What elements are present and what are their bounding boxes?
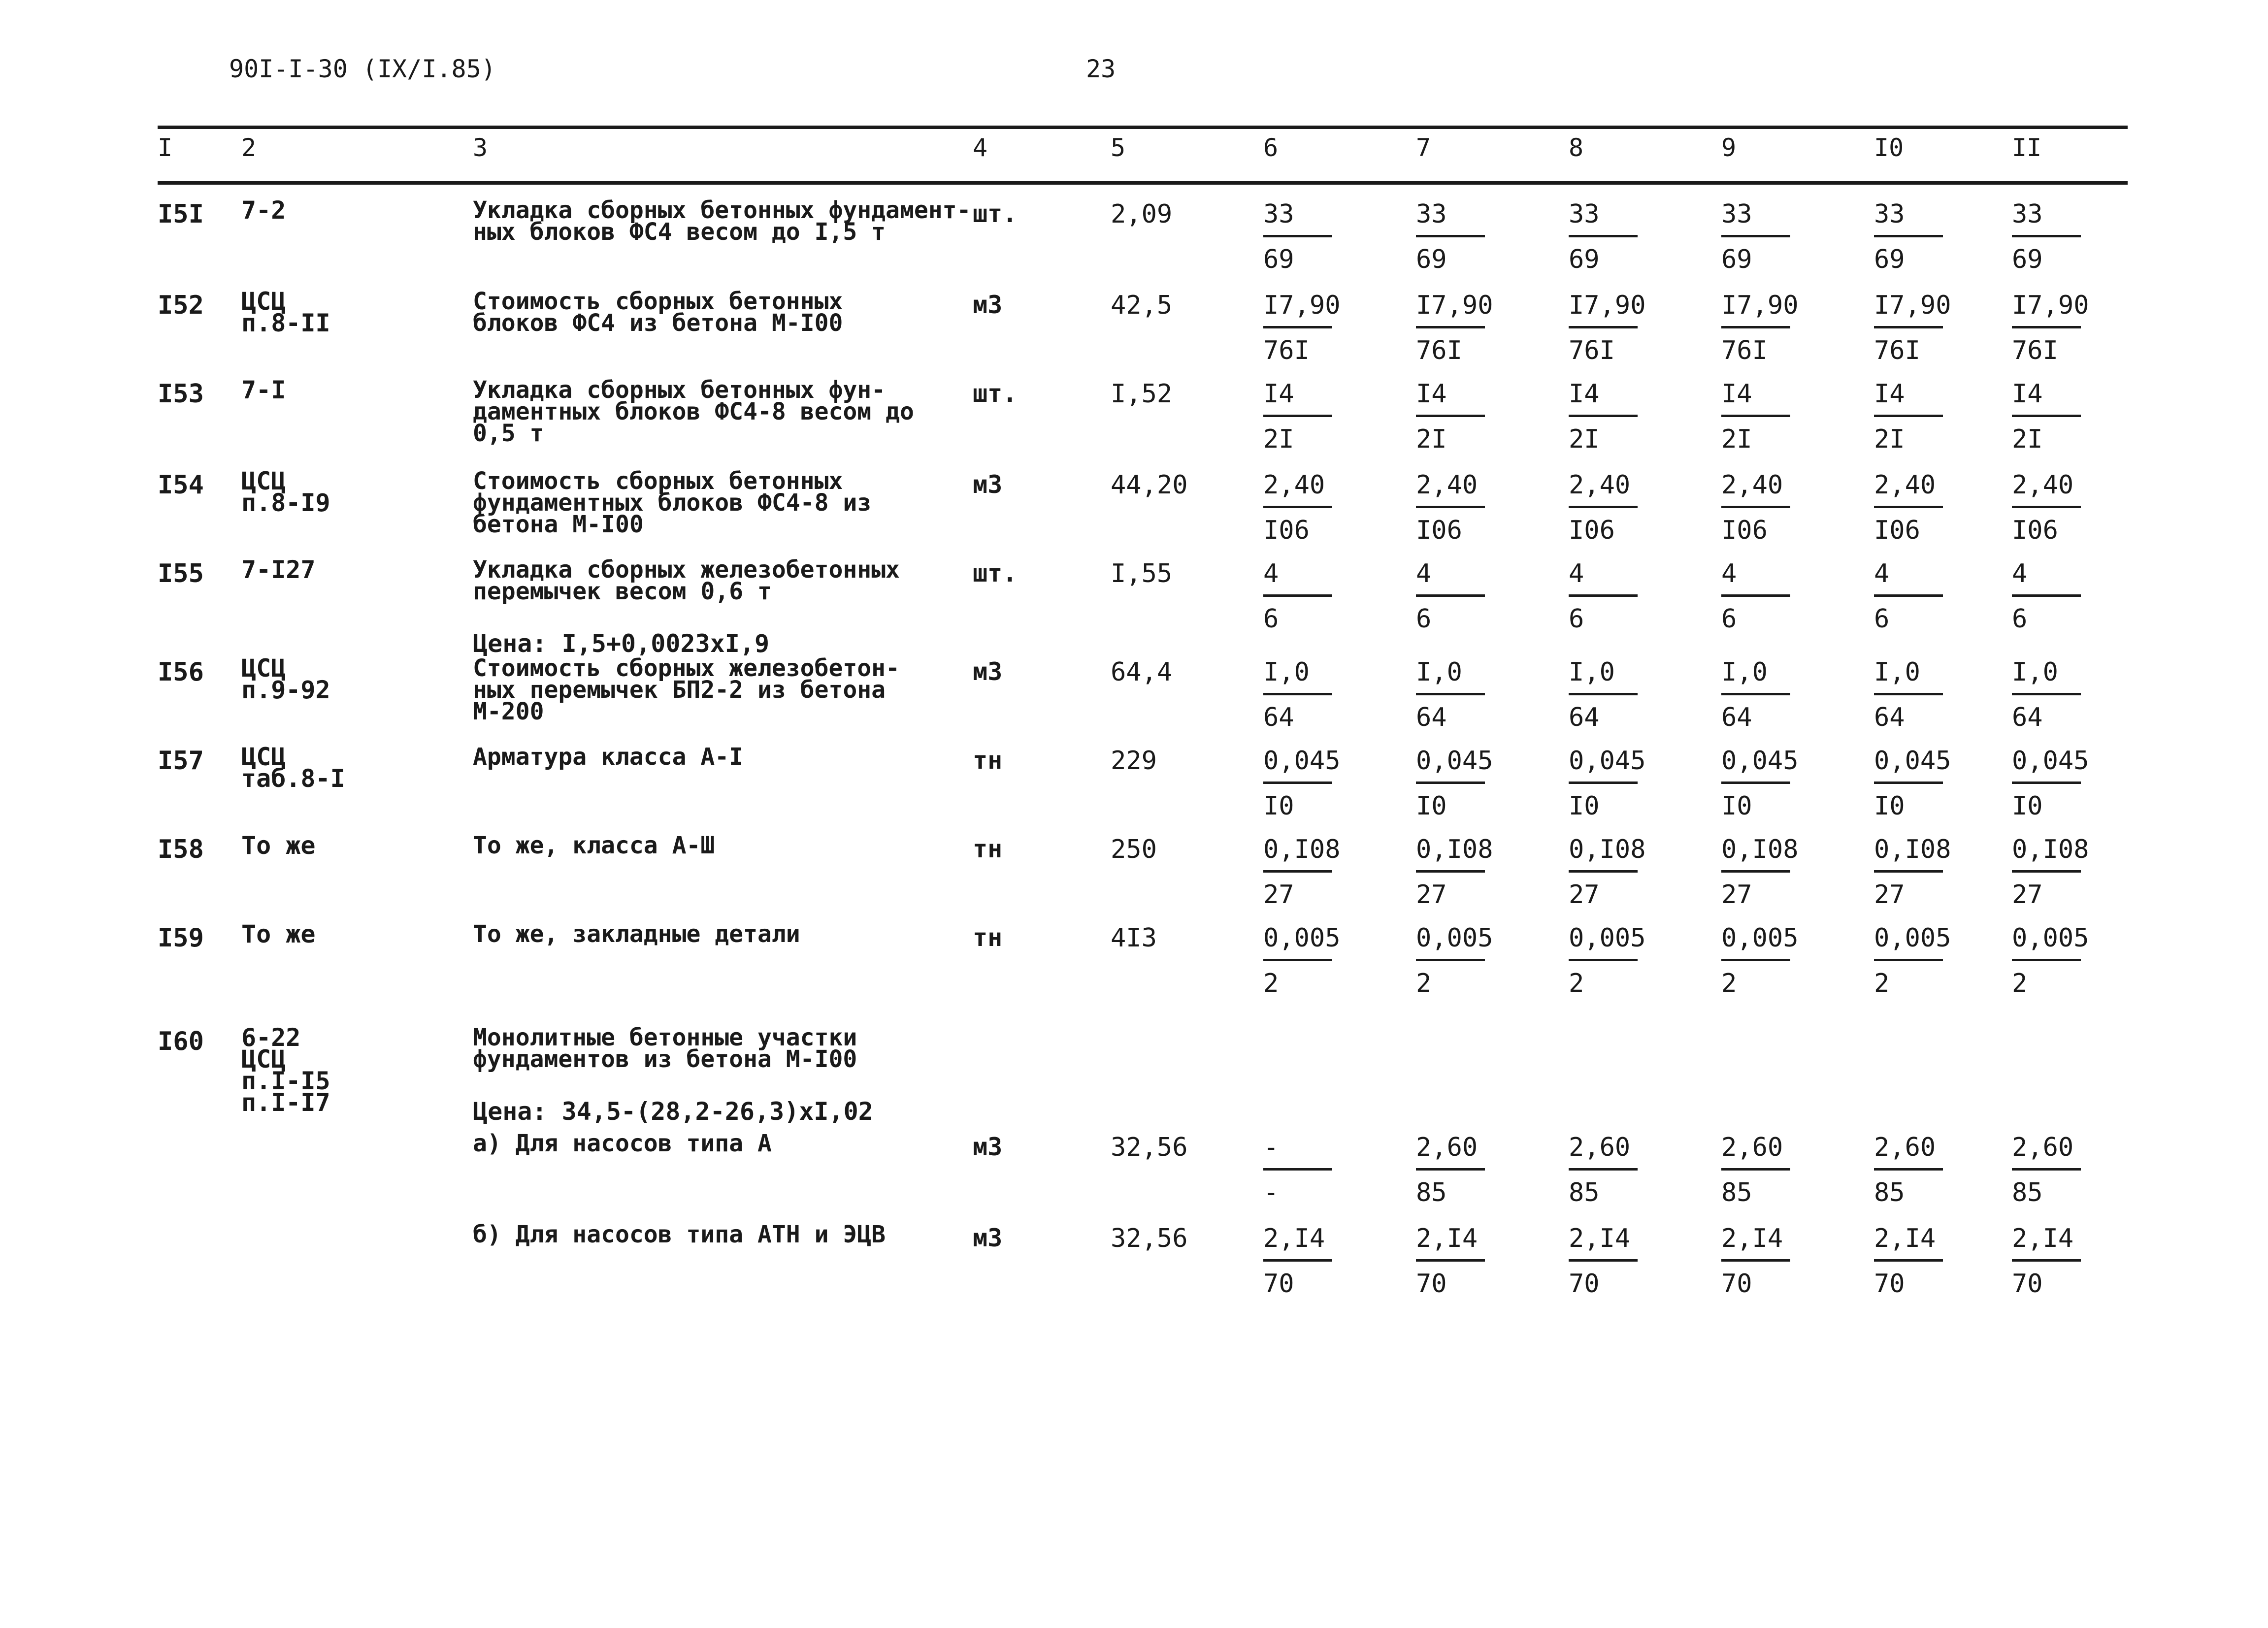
fraction-bar xyxy=(1721,693,1790,695)
quantity-value: 2,40 xyxy=(1721,470,1783,500)
cost-value: 2 xyxy=(1721,969,1737,998)
fraction-bar xyxy=(2012,1259,2081,1262)
table-top-rule xyxy=(158,126,2128,129)
quantity-value: 0,045 xyxy=(2012,746,2089,776)
fraction-bar xyxy=(1569,959,1638,961)
quantity-value: 2,60 xyxy=(1416,1133,1478,1162)
cost-value: 2 xyxy=(1874,969,1890,998)
quantity-value: 33 xyxy=(1874,199,1905,229)
norm-code: 7-2 xyxy=(241,196,286,225)
fraction-bar xyxy=(1416,415,1485,417)
cost-value: 64 xyxy=(1569,703,1600,732)
row-number: I54 xyxy=(158,470,204,500)
fraction-bar xyxy=(1721,506,1790,508)
cost-value: 6 xyxy=(1569,604,1584,634)
cost-value: 6 xyxy=(1263,604,1279,634)
unit-rate: 42,5 xyxy=(1111,291,1173,320)
column-header: II xyxy=(2012,133,2042,162)
fraction-bar xyxy=(1569,781,1638,784)
fraction-bar xyxy=(1569,1168,1638,1171)
cost-value: 64 xyxy=(1263,703,1294,732)
fraction-bar xyxy=(1416,781,1485,784)
work-description: Монолитные бетонные участки фундаментов из бетона М-I00 xyxy=(473,1024,857,1073)
quantity-value: 0,045 xyxy=(1569,746,1646,776)
quantity-value: 2,40 xyxy=(1263,470,1325,500)
quantity-value: I4 xyxy=(1263,379,1294,409)
work-description: Стоимость сборных бетонных фундаментных блоков ФС4-8 из бетона М-I00 xyxy=(473,467,872,538)
cost-value: 69 xyxy=(1416,245,1447,274)
fraction-bar xyxy=(1416,1259,1485,1262)
work-description: То же, класса А-Ш xyxy=(473,832,715,859)
column-header: 9 xyxy=(1721,133,1737,162)
quantity-value: 33 xyxy=(1263,199,1294,229)
unit-of-measure: м3 xyxy=(973,1224,1003,1252)
fraction-bar xyxy=(1263,693,1332,695)
cost-value: I0 xyxy=(2012,791,2043,821)
cost-value: 76I xyxy=(1874,336,1920,365)
column-header: 6 xyxy=(1263,133,1279,162)
unit-rate: 64,4 xyxy=(1111,657,1173,687)
quantity-value: 4 xyxy=(1416,559,1432,588)
fraction-bar xyxy=(1416,326,1485,328)
fraction-bar xyxy=(1416,693,1485,695)
unit-rate: 250 xyxy=(1111,835,1157,864)
cost-value: 64 xyxy=(1416,703,1447,732)
quantity-value: I7,90 xyxy=(1416,291,1493,320)
unit-of-measure: м3 xyxy=(973,291,1003,319)
fraction-bar xyxy=(1263,870,1332,873)
quantity-value: 0,I08 xyxy=(1416,835,1493,864)
price-formula: Цена: I,5+0,0023хI,9 xyxy=(473,629,770,658)
cost-value: 2 xyxy=(2012,969,2028,998)
fraction-bar xyxy=(1416,959,1485,961)
fraction-bar xyxy=(1569,326,1638,328)
cost-value: 2 xyxy=(1416,969,1432,998)
column-header: 3 xyxy=(473,133,488,162)
fraction-bar xyxy=(2012,235,2081,237)
norm-code: 7-I27 xyxy=(241,555,316,584)
unit-rate: I,52 xyxy=(1111,379,1173,409)
quantity-value: I,0 xyxy=(1874,657,1920,687)
unit-rate: 2,09 xyxy=(1111,199,1173,229)
fraction-bar xyxy=(1263,506,1332,508)
quantity-value: I4 xyxy=(1721,379,1752,409)
fraction-bar xyxy=(1263,326,1332,328)
quantity-value: 2,40 xyxy=(2012,470,2074,500)
unit-rate: 32,56 xyxy=(1111,1133,1188,1162)
quantity-value: 2,I4 xyxy=(1569,1224,1631,1253)
norm-code: То же xyxy=(241,831,316,860)
norm-code: ЦСЦ таб.8-I xyxy=(241,743,345,793)
unit-of-measure: шт. xyxy=(973,199,1018,228)
cost-value: I0 xyxy=(1416,791,1447,821)
row-number: I52 xyxy=(158,291,204,320)
work-description: а) Для насосов типа А xyxy=(473,1130,772,1157)
cost-value: I06 xyxy=(1569,516,1615,545)
unit-of-measure: шт. xyxy=(973,379,1018,408)
cost-value: 2I xyxy=(2012,424,2043,454)
column-header: 2 xyxy=(241,133,257,162)
fraction-bar xyxy=(1416,235,1485,237)
fraction-bar xyxy=(1874,506,1943,508)
quantity-value: I7,90 xyxy=(1569,291,1646,320)
fraction-bar xyxy=(2012,870,2081,873)
quantity-value: 4 xyxy=(1263,559,1279,588)
cost-value: 2I xyxy=(1416,424,1447,454)
fraction-bar xyxy=(1569,870,1638,873)
column-header: I0 xyxy=(1874,133,1904,162)
quantity-value: 33 xyxy=(1569,199,1600,229)
quantity-value: - xyxy=(1263,1133,1279,1162)
quantity-value: 33 xyxy=(1416,199,1447,229)
cost-value: 6 xyxy=(1416,604,1432,634)
quantity-value: 0,I08 xyxy=(1263,835,1341,864)
work-description: Стоимость сборных железобетон- ных перемычек БП2-2 из бетона М-200 xyxy=(473,654,900,725)
quantity-value: I4 xyxy=(1416,379,1447,409)
table-header-rule xyxy=(158,181,2128,185)
cost-value: 70 xyxy=(1416,1269,1447,1299)
quantity-value: 0,005 xyxy=(1874,923,1951,953)
quantity-value: 4 xyxy=(2012,559,2028,588)
work-description: Укладка сборных бетонных фундамент- ных блоков ФС4 весом до I,5 т xyxy=(473,196,971,246)
quantity-value: 2,60 xyxy=(1569,1133,1631,1162)
fraction-bar xyxy=(2012,959,2081,961)
fraction-bar xyxy=(2012,326,2081,328)
quantity-value: 2,60 xyxy=(1874,1133,1936,1162)
quantity-value: 33 xyxy=(1721,199,1752,229)
fraction-bar xyxy=(1263,959,1332,961)
quantity-value: I4 xyxy=(2012,379,2043,409)
quantity-value: I4 xyxy=(1874,379,1905,409)
fraction-bar xyxy=(1874,959,1943,961)
cost-value: 2I xyxy=(1874,424,1905,454)
work-description: б) Для насосов типа АТН и ЭЦВ xyxy=(473,1221,886,1248)
quantity-value: 2,I4 xyxy=(1721,1224,1783,1253)
fraction-bar xyxy=(2012,693,2081,695)
quantity-value: I4 xyxy=(1569,379,1600,409)
page-number: 23 xyxy=(1086,55,1116,83)
cost-value: 6 xyxy=(2012,604,2028,634)
norm-code: То же xyxy=(241,920,316,948)
quantity-value: 0,I08 xyxy=(1721,835,1799,864)
row-number: I57 xyxy=(158,746,204,776)
fraction-bar xyxy=(1874,594,1943,597)
cost-value: 85 xyxy=(1416,1178,1447,1207)
quantity-value: I7,90 xyxy=(1721,291,1799,320)
quantity-value: I7,90 xyxy=(1874,291,1951,320)
cost-value: I06 xyxy=(1874,516,1920,545)
fraction-bar xyxy=(1416,594,1485,597)
quantity-value: 4 xyxy=(1874,559,1890,588)
quantity-value: 0,I08 xyxy=(1569,835,1646,864)
column-header: 5 xyxy=(1111,133,1126,162)
cost-value: 2I xyxy=(1721,424,1752,454)
cost-value: 76I xyxy=(1569,336,1615,365)
cost-value: 85 xyxy=(2012,1178,2043,1207)
quantity-value: 4 xyxy=(1721,559,1737,588)
fraction-bar xyxy=(1569,594,1638,597)
fraction-bar xyxy=(2012,1168,2081,1171)
cost-value: 85 xyxy=(1569,1178,1600,1207)
quantity-value: 0,I08 xyxy=(1874,835,1951,864)
fraction-bar xyxy=(1263,1259,1332,1262)
column-header: 7 xyxy=(1416,133,1431,162)
fraction-bar xyxy=(1874,693,1943,695)
cost-value: I06 xyxy=(1721,516,1768,545)
cost-value: 6 xyxy=(1874,604,1890,634)
cost-value: 70 xyxy=(1721,1269,1752,1299)
row-number: I59 xyxy=(158,923,204,953)
quantity-value: I7,90 xyxy=(2012,291,2089,320)
quantity-value: 2,60 xyxy=(2012,1133,2074,1162)
fraction-bar xyxy=(1416,506,1485,508)
cost-value: 2 xyxy=(1263,969,1279,998)
cost-value: 85 xyxy=(1721,1178,1752,1207)
quantity-value: 2,60 xyxy=(1721,1133,1783,1162)
cost-value: 76I xyxy=(2012,336,2058,365)
fraction-bar xyxy=(1569,235,1638,237)
fraction-bar xyxy=(1721,1168,1790,1171)
quantity-value: I,0 xyxy=(1263,657,1310,687)
quantity-value: 4 xyxy=(1569,559,1584,588)
quantity-value: 2,I4 xyxy=(1874,1224,1936,1253)
quantity-value: 2,40 xyxy=(1874,470,1936,500)
quantity-value: 0,005 xyxy=(1263,923,1341,953)
fraction-bar xyxy=(1263,781,1332,784)
fraction-bar xyxy=(1874,1259,1943,1262)
quantity-value: 2,I4 xyxy=(1416,1224,1478,1253)
fraction-bar xyxy=(2012,781,2081,784)
cost-value: 70 xyxy=(2012,1269,2043,1299)
norm-code: ЦСЦ п.9-92 xyxy=(241,654,330,704)
cost-value: I06 xyxy=(2012,516,2058,545)
cost-value: 27 xyxy=(1721,880,1752,910)
norm-code: 6-22 ЦСЦ п.I-I5 п.I-I7 xyxy=(241,1023,330,1117)
fraction-bar xyxy=(1721,594,1790,597)
fraction-bar xyxy=(1874,870,1943,873)
column-header: 4 xyxy=(973,133,988,162)
column-header: I xyxy=(158,133,173,162)
quantity-value: I7,90 xyxy=(1263,291,1341,320)
unit-of-measure: тн xyxy=(973,923,1003,952)
fraction-bar xyxy=(1874,235,1943,237)
cost-value: 64 xyxy=(1721,703,1752,732)
quantity-value: I,0 xyxy=(1416,657,1462,687)
norm-code: ЦСЦ п.8-II xyxy=(241,287,330,337)
cost-value: 69 xyxy=(2012,245,2043,274)
quantity-value: 0,045 xyxy=(1874,746,1951,776)
cost-value: I0 xyxy=(1874,791,1905,821)
quantity-value: 2,I4 xyxy=(1263,1224,1325,1253)
cost-value: 69 xyxy=(1569,245,1600,274)
fraction-bar xyxy=(1263,235,1332,237)
fraction-bar xyxy=(1874,326,1943,328)
row-number: I56 xyxy=(158,657,204,687)
cost-value: 69 xyxy=(1874,245,1905,274)
fraction-bar xyxy=(1721,959,1790,961)
price-formula: Цена: 34,5-(28,2-26,3)хI,02 xyxy=(473,1097,873,1126)
fraction-bar xyxy=(1569,415,1638,417)
unit-of-measure: м3 xyxy=(973,470,1003,499)
norm-code: ЦСЦ п.8-I9 xyxy=(241,467,330,517)
quantity-value: 0,I08 xyxy=(2012,835,2089,864)
cost-value: 2 xyxy=(1569,969,1584,998)
cost-value: 27 xyxy=(2012,880,2043,910)
cost-value: 85 xyxy=(1874,1178,1905,1207)
cost-value: 64 xyxy=(2012,703,2043,732)
unit-of-measure: м3 xyxy=(973,657,1003,686)
quantity-value: 0,005 xyxy=(1721,923,1799,953)
fraction-bar xyxy=(1721,870,1790,873)
work-description: Укладка сборных железобетонных перемычек весом 0,6 т xyxy=(473,556,900,605)
quantity-value: I,0 xyxy=(1569,657,1615,687)
cost-value: I06 xyxy=(1416,516,1462,545)
unit-rate: 44,20 xyxy=(1111,470,1188,500)
fraction-bar xyxy=(2012,415,2081,417)
work-description: То же, закладные детали xyxy=(473,920,800,948)
document-code: 90I-I-30 (IX/I.85) xyxy=(229,55,496,83)
fraction-bar xyxy=(1874,415,1943,417)
fraction-bar xyxy=(1569,1259,1638,1262)
unit-rate: 229 xyxy=(1111,746,1157,776)
cost-value: 76I xyxy=(1721,336,1768,365)
fraction-bar xyxy=(1721,326,1790,328)
cost-value: 76I xyxy=(1263,336,1310,365)
work-description: Укладка сборных бетонных фун- даментных блоков ФС4-8 весом до 0,5 т xyxy=(473,376,914,447)
row-number: I53 xyxy=(158,379,204,409)
fraction-bar xyxy=(1721,415,1790,417)
fraction-bar xyxy=(1263,415,1332,417)
column-header: 8 xyxy=(1569,133,1584,162)
quantity-value: 0,045 xyxy=(1416,746,1493,776)
row-number: I58 xyxy=(158,835,204,864)
cost-value: - xyxy=(1263,1178,1279,1207)
unit-rate: 32,56 xyxy=(1111,1224,1188,1253)
quantity-value: 2,40 xyxy=(1569,470,1631,500)
fraction-bar xyxy=(1569,693,1638,695)
quantity-value: 33 xyxy=(2012,199,2043,229)
norm-code: 7-I xyxy=(241,376,286,404)
cost-value: 76I xyxy=(1416,336,1462,365)
unit-of-measure: тн xyxy=(973,746,1003,775)
quantity-value: I,0 xyxy=(2012,657,2058,687)
row-number: I55 xyxy=(158,559,204,588)
fraction-bar xyxy=(1874,1168,1943,1171)
cost-value: 70 xyxy=(1569,1269,1600,1299)
cost-value: 27 xyxy=(1263,880,1294,910)
quantity-value: 2,I4 xyxy=(2012,1224,2074,1253)
cost-value: 69 xyxy=(1721,245,1752,274)
cost-value: 6 xyxy=(1721,604,1737,634)
fraction-bar xyxy=(1569,506,1638,508)
row-number: I60 xyxy=(158,1027,204,1056)
unit-of-measure: тн xyxy=(973,835,1003,863)
cost-value: 27 xyxy=(1569,880,1600,910)
fraction-bar xyxy=(1263,1168,1332,1171)
quantity-value: 2,40 xyxy=(1416,470,1478,500)
fraction-bar xyxy=(2012,506,2081,508)
row-number: I5I xyxy=(158,199,204,229)
unit-of-measure: м3 xyxy=(973,1133,1003,1161)
cost-value: 2I xyxy=(1263,424,1294,454)
fraction-bar xyxy=(1416,1168,1485,1171)
cost-value: 69 xyxy=(1263,245,1294,274)
fraction-bar xyxy=(1263,594,1332,597)
cost-value: 27 xyxy=(1874,880,1905,910)
cost-value: I0 xyxy=(1569,791,1600,821)
unit-of-measure: шт. xyxy=(973,559,1018,587)
cost-value: 70 xyxy=(1263,1269,1294,1299)
fraction-bar xyxy=(1416,870,1485,873)
quantity-value: 0,045 xyxy=(1721,746,1799,776)
quantity-value: 0,005 xyxy=(1416,923,1493,953)
quantity-value: 0,005 xyxy=(2012,923,2089,953)
quantity-value: 0,005 xyxy=(1569,923,1646,953)
fraction-bar xyxy=(1721,1259,1790,1262)
fraction-bar xyxy=(1721,235,1790,237)
unit-rate: 4I3 xyxy=(1111,923,1157,953)
cost-value: 70 xyxy=(1874,1269,1905,1299)
cost-value: 27 xyxy=(1416,880,1447,910)
cost-value: 64 xyxy=(1874,703,1905,732)
quantity-value: I,0 xyxy=(1721,657,1768,687)
cost-value: 2I xyxy=(1569,424,1600,454)
quantity-value: 0,045 xyxy=(1263,746,1341,776)
fraction-bar xyxy=(1721,781,1790,784)
cost-value: I06 xyxy=(1263,516,1310,545)
fraction-bar xyxy=(1874,781,1943,784)
unit-rate: I,55 xyxy=(1111,559,1173,588)
cost-value: I0 xyxy=(1263,791,1294,821)
fraction-bar xyxy=(2012,594,2081,597)
work-description: Стоимость сборных бетонных блоков ФС4 из бетона М-I00 xyxy=(473,288,843,337)
work-description: Арматура класса А-I xyxy=(473,743,744,771)
cost-value: I0 xyxy=(1721,791,1752,821)
